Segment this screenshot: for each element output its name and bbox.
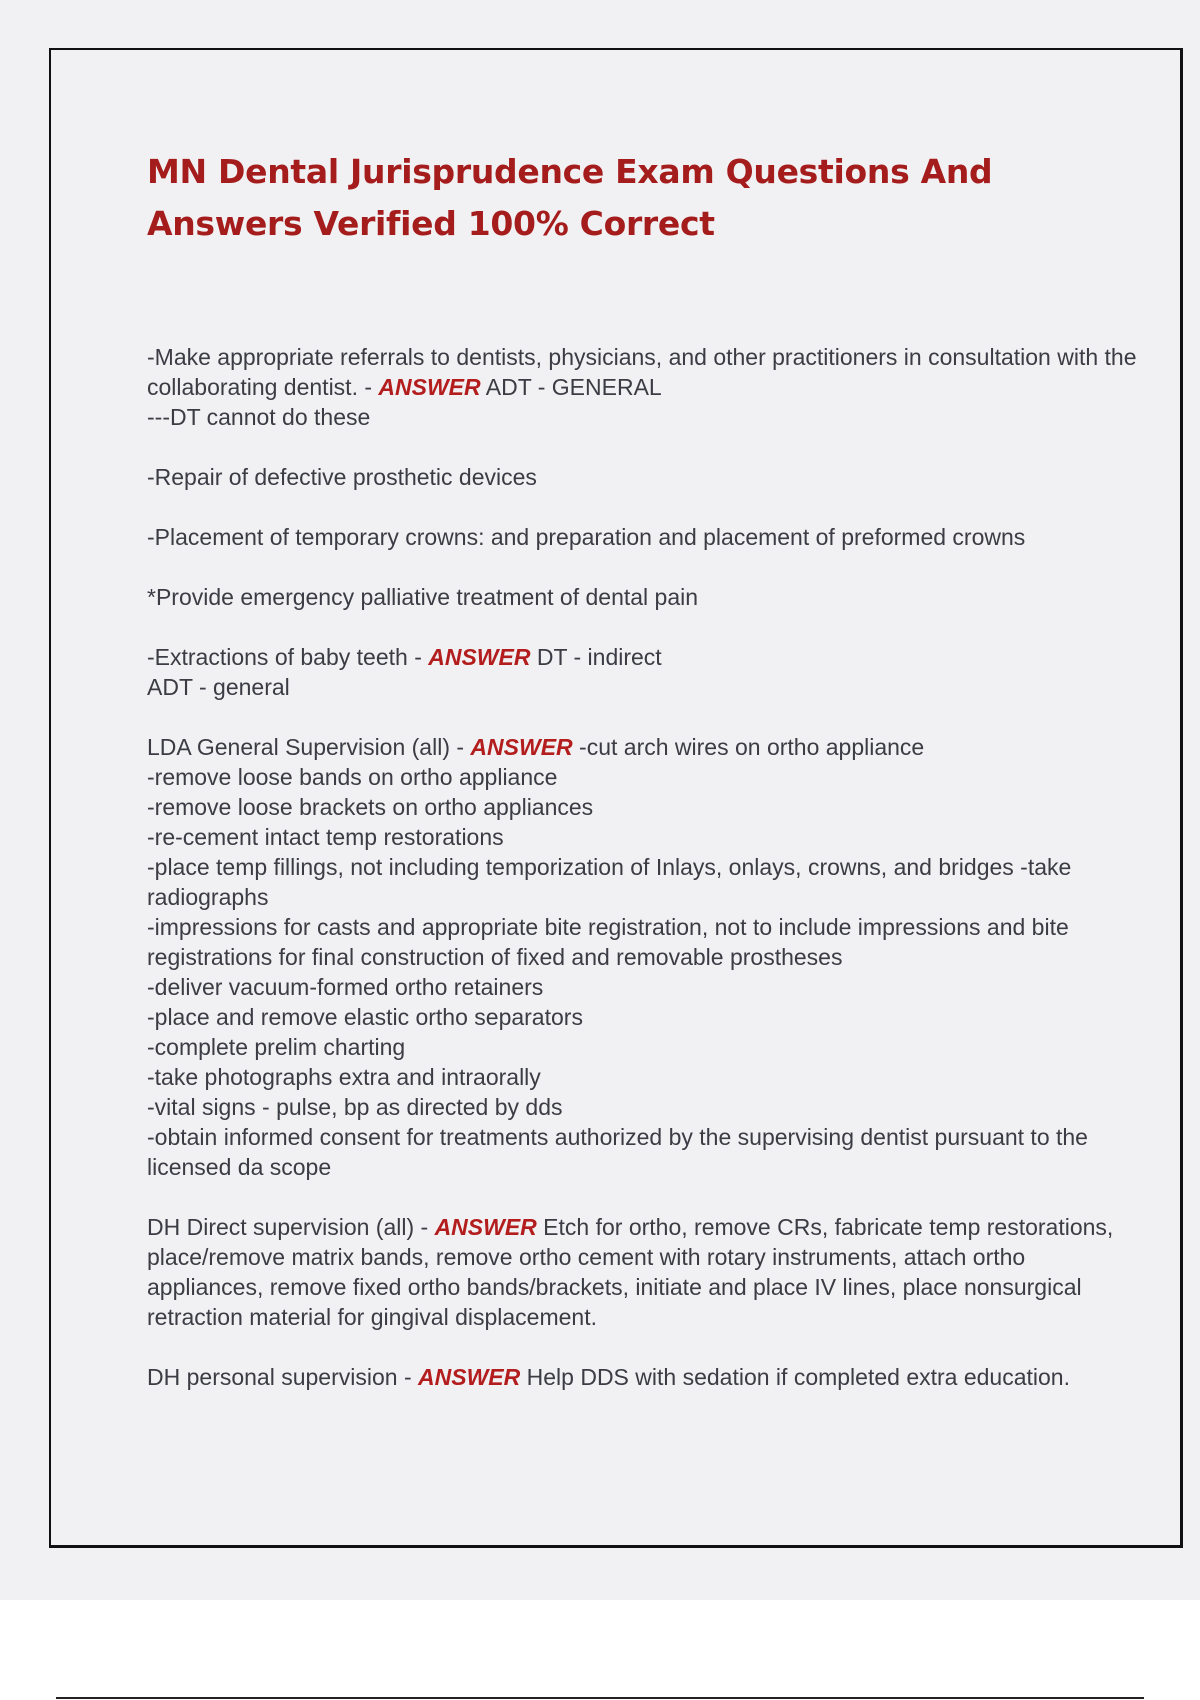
question-text: LDA General Supervision (all) -	[147, 734, 471, 760]
answer-label: ANSWER	[418, 1364, 521, 1390]
answer-text: Etch for ortho, remove CRs, fabricate temp restorations, place/remove matrix bands, remove ortho cement with rotary instruments, attach ortho appliances, remove fixed ortho bands/brackets, initiate and place IV lines, place nonsurgical retraction material for gingival displacement.	[147, 1214, 1114, 1330]
document-title: MN Dental Jurisprudence Exam Questions And Answers Verified 100% Correct	[147, 152, 993, 243]
document-page	[49, 48, 1183, 1548]
qa-item	[147, 1212, 1137, 1332]
question-text: -Make appropriate referrals to dentists, physicians, and other practitioners in consultation with the collaborating dentist. -	[147, 344, 1137, 400]
answer-text: DT - indirect ADT - general	[147, 644, 662, 700]
answer-label: ANSWER	[470, 734, 573, 760]
answer-text: -cut arch wires on ortho appliance -remove loose bands on ortho appliance -remove loose brackets on ortho appliances -re-cement intact temp restorations -place temp fillings, not including temporization of Inlays, onlays, crowns, and bridges -take radiographs -impressions for casts and appropriate bite registration, not to include impressions and bite registrations for final construction of fixed and removable prostheses -deliver vacuum-formed ortho retainers -place and remove elastic ortho separators -complete prelim charting -take photographs extra and intraorally -vital signs - pulse, bp as directed by dds -obtain informed consent for treatments authorized by the supervising dentist pursuant to the licensed da scope	[147, 734, 1088, 1180]
qa-item	[147, 342, 1137, 612]
question-text: DH Direct supervision (all) -	[147, 1214, 435, 1240]
answer-text: ADT - GENERAL ---DT cannot do these -Repair of defective prosthetic devices -Placement of temporary crowns: and preparation and placement of preformed crowns *Provide emergency palliative treatment of dental pain	[147, 374, 1026, 610]
next-page-divider	[56, 1697, 1144, 1699]
answer-label: ANSWER	[428, 644, 531, 670]
qa-item	[147, 642, 1137, 702]
question-text: -Extractions of baby teeth -	[147, 644, 429, 670]
qa-item	[147, 1362, 1137, 1392]
answer-label: ANSWER	[378, 374, 481, 400]
answer-text: Help DDS with sedation if completed extra education.	[520, 1364, 1070, 1390]
question-text: DH personal supervision -	[147, 1364, 419, 1390]
qa-list	[147, 342, 1137, 1422]
answer-label: ANSWER	[434, 1214, 537, 1240]
qa-item	[147, 732, 1137, 1182]
